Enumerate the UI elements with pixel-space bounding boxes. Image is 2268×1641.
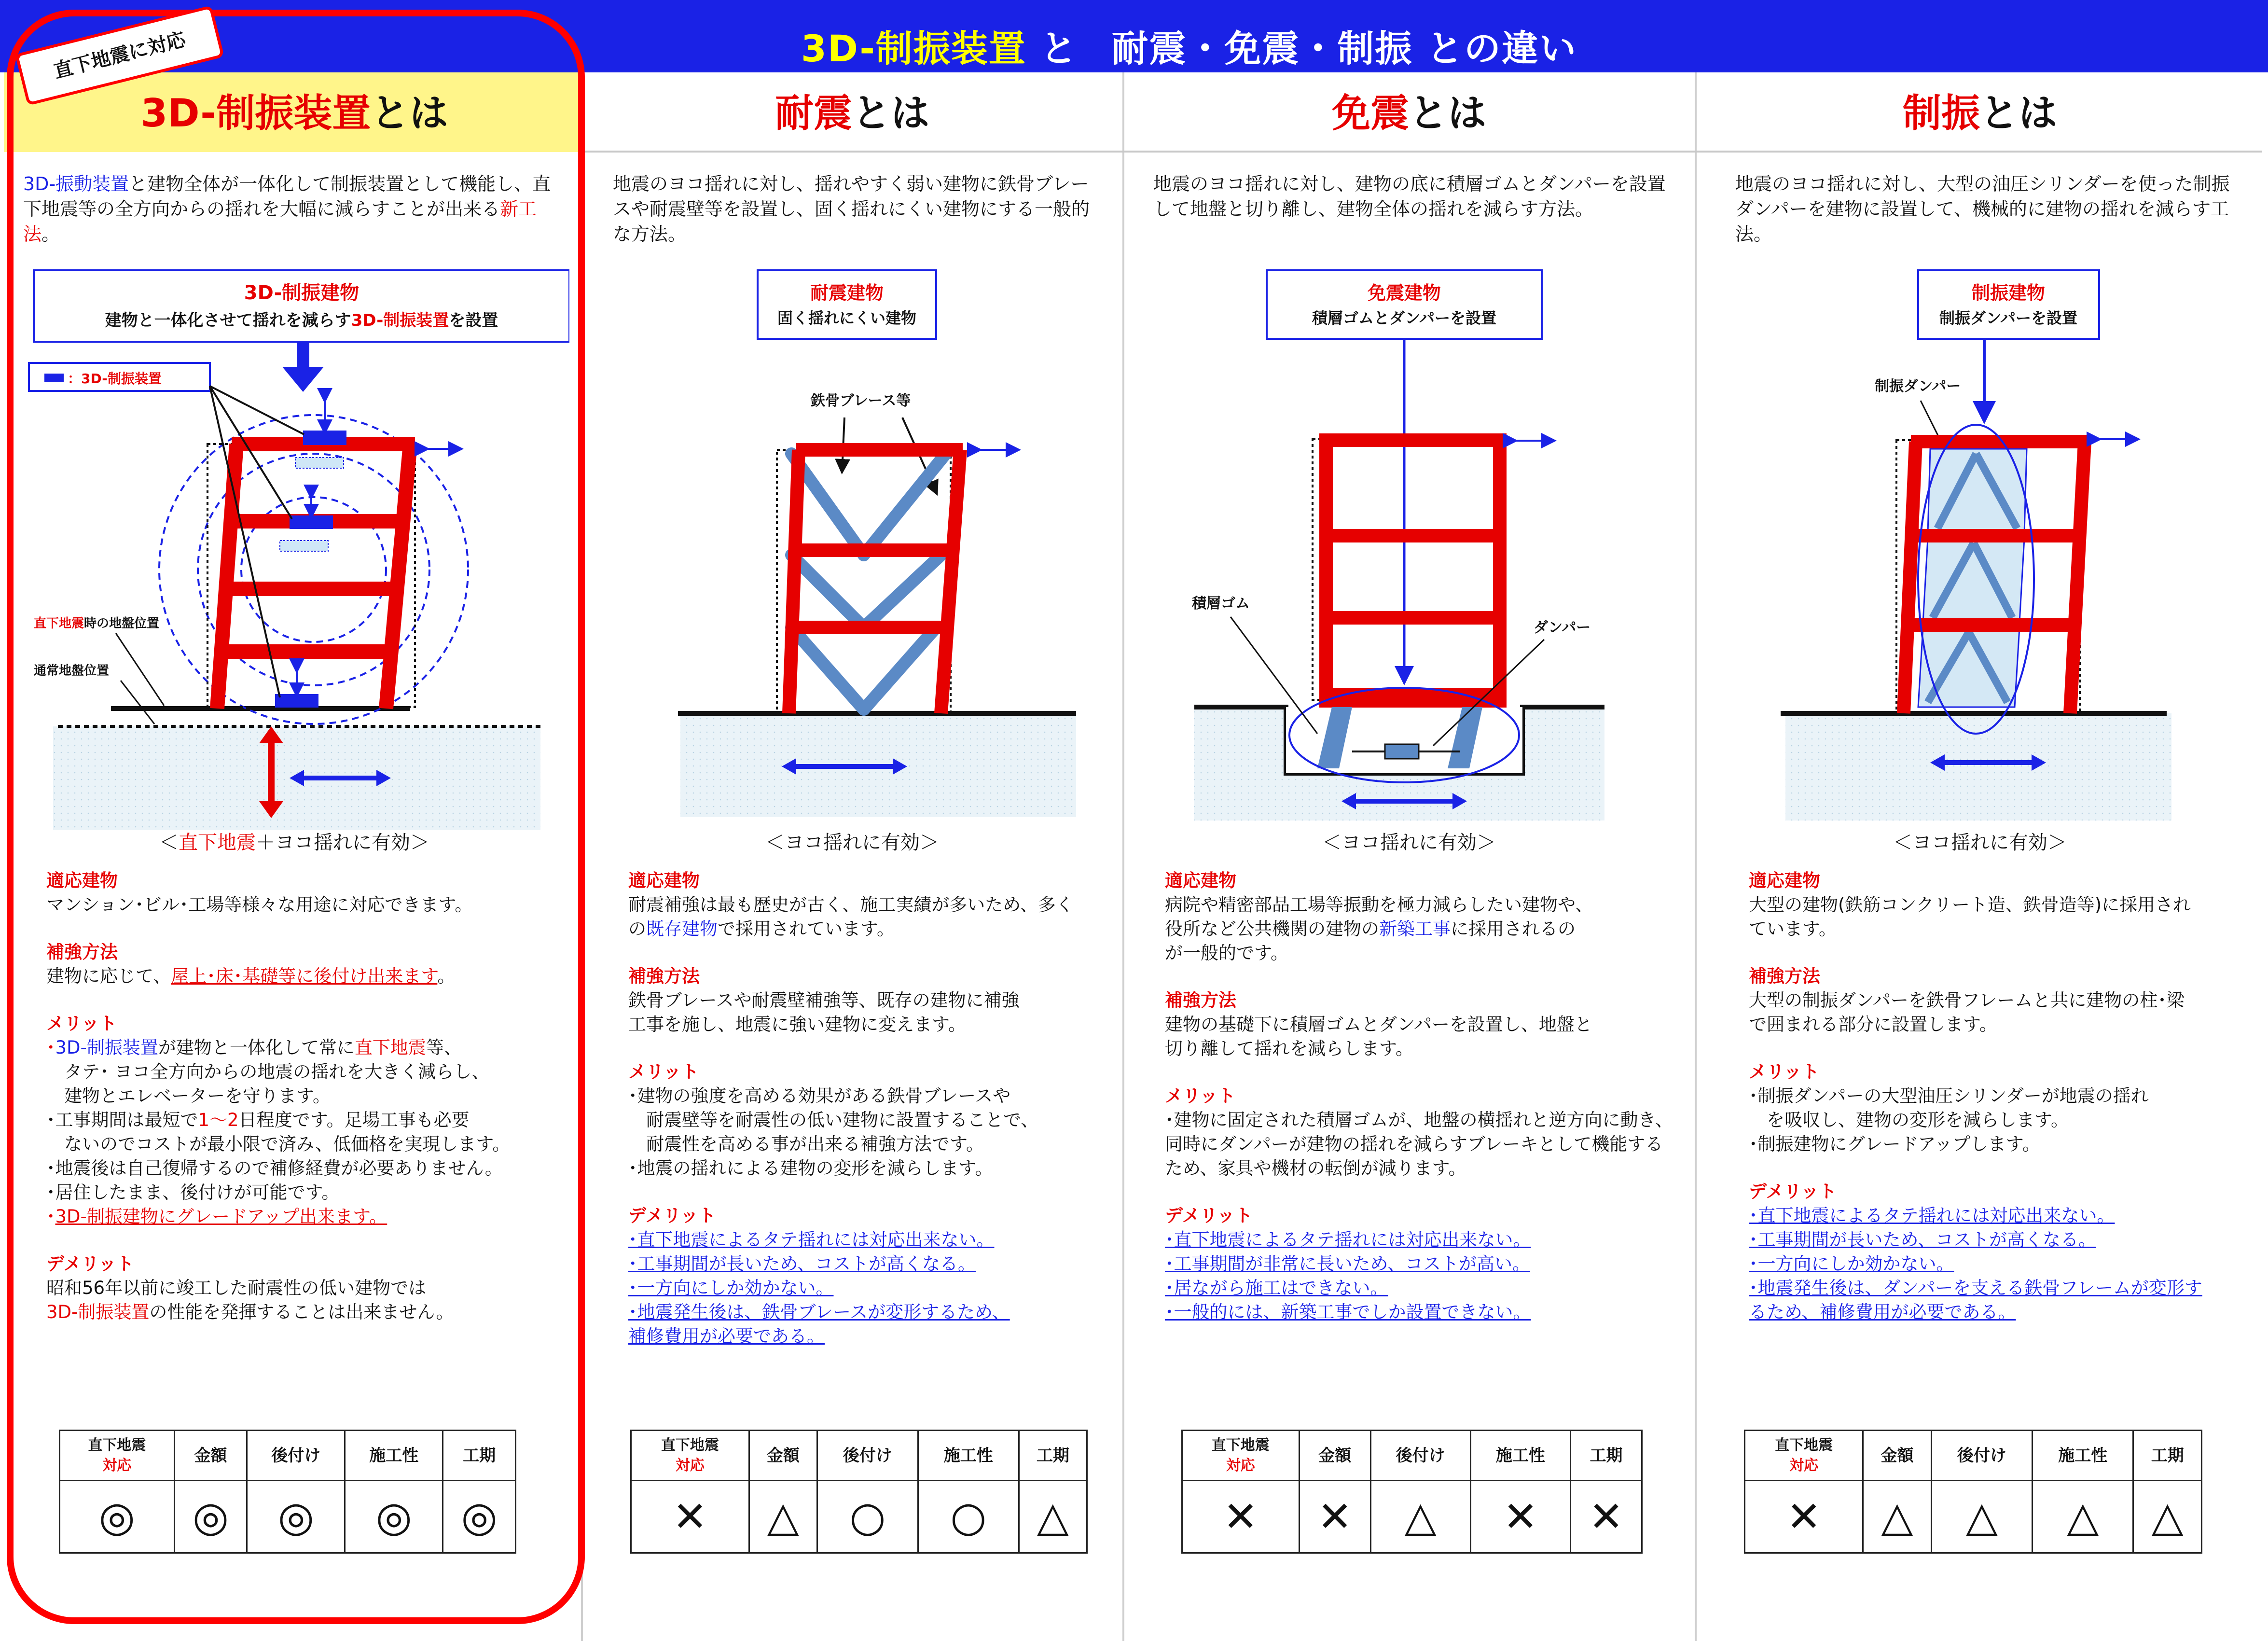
svg-text:建物と一体化させて揺れを減らす3D-制振装置を設置: 建物と一体化させて揺れを減らす3D-制振装置を設置: [105, 311, 498, 330]
col-title-seishin: 制振とは: [1903, 91, 2057, 136]
svg-text:制振ダンパー: 制振ダンパー: [1875, 378, 1961, 395]
direct-quake-tag: 直下地震に対応: [15, 5, 224, 106]
svg-text:固く揺れにくい建物: 固く揺れにくい建物: [777, 309, 917, 327]
rating-table-taishin: 直下地震 対応 金額 後付け 施工性 工期 ✕ △ ○ ○ △: [630, 1430, 1088, 1554]
svg-text:積層ゴム: 積層ゴム: [1192, 595, 1250, 612]
svg-text:通常地盤位置: 通常地盤位置: [34, 664, 110, 678]
intro-taishin: 地震のヨコ揺れに対し、揺れやすく弱い建物に鉄骨ブレースや耐震壁等を設置し、固く揺れにくい建物にする一般的な方法。: [613, 173, 1090, 245]
svg-text:鉄骨ブレース等: 鉄骨ブレース等: [811, 392, 911, 409]
col-title-menshin: 免震とは: [1332, 91, 1486, 136]
highlight-frame: [7, 10, 585, 1624]
intro-3d: 3D-振動装置と建物全体が一体化して制振装置として機能し、直下地震等の全方向からの揺れを大幅に減らすことが出来る新工法。: [23, 173, 551, 245]
box-taishin-building: [758, 270, 936, 339]
rating-table-seishin: 直下地震 対応 金額 後付け 施工性 工期 ✕ △ △ △ △: [1744, 1430, 2202, 1554]
detail-menshin: 適応建物 病院や精密部品工場等振動を極力減らしたい建物や、 役所など公共機関の建物の新築工事に採用されるの が一般的です。 補強方法 建物の基礎下に積層ゴムとダンパーを設置し、地盤と 切り離して揺れを減らします。 メリット ･建物に固定された積層ゴムが、地盤の横揺れと逆方向に動き、 同時にダンパーが建物の揺れを減らすブレーキとして機能する ため、家具や機材の転倒が減ります。 デメリット ･直下地震によるタテ揺れには対応出来ない。 ･工事期間が非常に長いため、コストが高い。 ･居ながら施工はできない。 ･一般的には、新築工事でしか設置できない。: [1165, 870, 1673, 1322]
intro-menshin: 地震のヨコ揺れに対し、建物の底に積層ゴムとダンパーを設置して地盤と切り離し、建物全体の揺れを減らす方法。: [1153, 173, 1666, 220]
svg-text:直下地震時の地盤位置: 直下地震時の地盤位置: [34, 616, 160, 631]
box-title: 3D-制振建物: [244, 282, 360, 304]
intro-seishin: 地震のヨコ揺れに対し、大型の油圧シリンダーを使った制振ダンパーを建物に設置して、機械的に建物の揺れを減らす工法。: [1735, 173, 2230, 245]
diagram-taishin: [651, 251, 1086, 820]
caption-seishin: ＜ヨコ揺れに有効＞: [1893, 832, 2067, 854]
column-divider: [1122, 72, 1124, 1641]
caption-menshin: ＜ヨコ揺れに有効＞: [1322, 832, 1496, 854]
rating-table-3d: 直下地震 対応 金額 後付け 施工性 工期 ◎ ◎ ◎ ◎ ◎: [59, 1430, 516, 1554]
svg-text:制振建物: 制振建物: [1971, 282, 2046, 304]
svg-text:：3D-制振装置: ：3D-制振装置: [68, 371, 162, 387]
diagram-menshin: [1173, 251, 1655, 820]
column-divider: [1695, 72, 1697, 1641]
svg-text:制振ダンパーを設置: 制振ダンパーを設置: [1939, 309, 2078, 327]
detail-taishin: 適応建物 耐震補強は最も歴史が古く、施工実績が多いため、多く の既存建物で採用されています。 補強方法 鉄骨ブレースや耐震壁補強等、既存の建物に補強 工事を施し、地震に強い建物に変えます。 メリット ･建物の強度を高める効果がある鉄骨ブレースや 耐震壁等を耐震性の低い建物に設置することで、 耐震性を高める事が出来る補強方法です。 ･地震の揺れによる建物の変形を減らします。 デメリット ･直下地震によるタテ揺れには対応出来ない。 ･工事期間が長いため、コストが高くなる。 ･一方向にしか効かない。 ･地震発生後は、鉄骨ブレースが変形するため、 補修費用が必要である。: [628, 870, 1074, 1347]
title-underline: [583, 151, 2262, 153]
caption-taishin: ＜ヨコ揺れに有効＞: [765, 832, 939, 854]
svg-text:耐震建物: 耐震建物: [810, 282, 884, 304]
detail-seishin: 適応建物 大型の建物(鉄筋コンクリート造、鉄骨造等)に採用され ています。 補強方法 大型の制振ダンパーを鉄骨フレームと共に建物の柱･梁 で囲まれる部分に設置します。 メリット ･制振ダンパーの大型油圧シリンダーが地震の揺れ を吸収し、建物の変形を減らします。 ･制振建物にグレードアップします。 デメリット ･直下地震によるタテ揺れには対応出来ない。 ･工事期間が長いため、コストが高くなる。 ･一方向にしか効かない。 ･地震発生後は、ダンパーを支える鉄骨フレームが変形す るため、補修費用が必要である。: [1749, 870, 2202, 1322]
col-title-3d: 3D-制振装置とは: [140, 91, 448, 136]
page-title: 3D-制振装置 と 耐震・免震・制振 との違い: [801, 27, 1577, 70]
box-seishin-building: [1918, 270, 2099, 339]
box-menshin-building: [1267, 270, 1542, 339]
diagram-seishin: [1756, 251, 2191, 820]
detail-3d: 適応建物 マンション･ビル･工場等様々な用途に対応できます。 補強方法 建物に応じて、屋上･床･基礎等に後付け出来ます。 メリット ･3D-制振装置が建物と一体化して常に直下地震等、 タテ･ ヨコ全方向からの地震の揺れを大きく減らし、 建物とエレベーターを守ります。 ･工事期間は最短で1～2日程度です。足場工事も必要 ないのでコストが最小限で済み、低価格を実現します。 ･地震後は自己復帰するので補修経費が必要ありません。 ･居住したまま、後付けが可能です。 ･3D-制振建物にグレードアップ出来ます。 デメリット 昭和56年以前に竣工した耐震性の低い建物では 3D-制振装置の性能を発揮することは出来ません。: [46, 870, 511, 1322]
svg-text:免震建物: 免震建物: [1367, 282, 1441, 304]
col-title-taishin: 耐震とは: [775, 91, 929, 136]
svg-text:積層ゴムとダンパーを設置: 積層ゴムとダンパーを設置: [1312, 309, 1497, 327]
caption-3d: ＜直下地震＋ヨコ揺れに有効＞: [159, 832, 429, 854]
rating-table-menshin: 直下地震 対応 金額 後付け 施工性 工期 ✕ ✕ △ ✕ ✕: [1181, 1430, 1643, 1554]
svg-text:ダンパー: ダンパー: [1534, 619, 1591, 636]
